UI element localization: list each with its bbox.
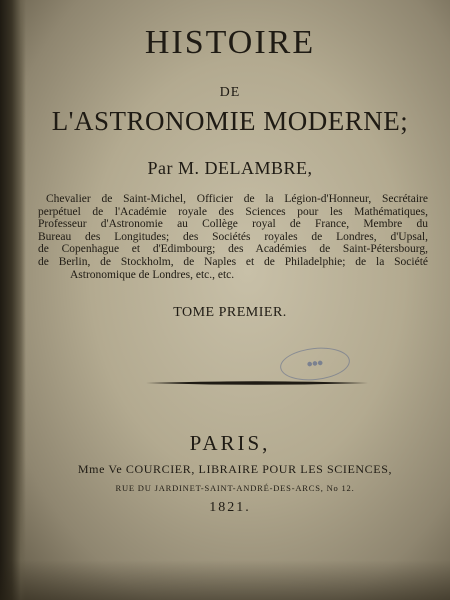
imprint-place: PARIS, — [189, 431, 271, 455]
description-line: de Berlin, de Stockholm, de Naples et de Philadelphie; de la Société — [38, 255, 428, 268]
imprint-year: 1821. — [209, 500, 251, 515]
title-line-2: L'ASTRONOMIE MODERNE; — [51, 106, 409, 136]
bottom-shadow — [0, 560, 450, 600]
author-line: Par M. DELAMBRE, — [147, 158, 313, 178]
title-line-1: HISTOIRE — [144, 24, 316, 61]
description-line: Chevalier de Saint-Michel, Officier de la Légion-d'Honneur, Secrétaire — [46, 193, 428, 205]
description-line: Professeur d'Astronomie au Collège royal de France, Membre du — [38, 218, 428, 231]
description-line: de Copenhague et d'Edimbourg; des Académies de Saint-Pétersbourg, — [38, 243, 428, 256]
description-line: perpétuel de l'Académie royale des Sciences pour les Mathématiques, — [38, 205, 428, 218]
description-line: Bureau des Longitudes; des Sociétés royales de Londres, d'Upsal, — [38, 230, 428, 243]
author-description — [38, 193, 428, 281]
title-de: DE — [219, 85, 241, 100]
imprint-publisher: Mme Ve COURCIER, LIBRAIRE POUR LES SCIENCES, — [77, 462, 393, 476]
title-page — [30, 0, 450, 600]
volume-label: TOME PREMIER. — [173, 305, 287, 320]
description-line: Astronomique de Londres, etc., etc. — [70, 268, 235, 281]
imprint-address: RUE DU JARDINET-SAINT-ANDRÉ-DES-ARCS, No 12. — [115, 483, 355, 493]
book-binding-edge — [0, 0, 26, 600]
library-stamp: ●●● — [279, 344, 352, 383]
